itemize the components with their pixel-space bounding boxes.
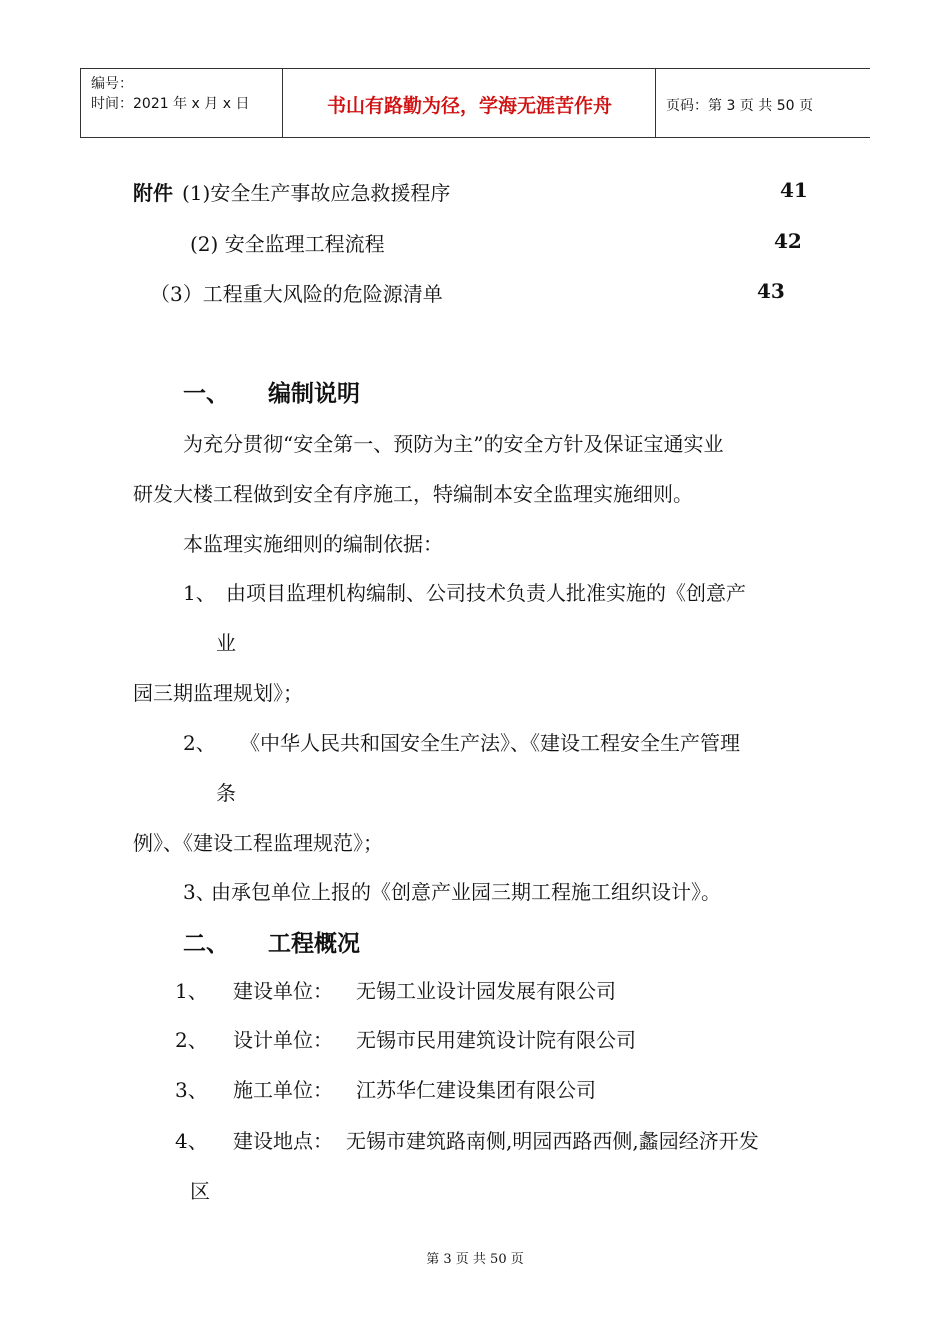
toc-item-2-label: (2) 安全监理工程流程 [190, 232, 385, 256]
overview-item-1-number: 1、 [175, 979, 208, 1003]
basis-item-3-number: 3、 [183, 880, 216, 904]
overview-item-2-value: 无锡市民用建筑设计院有限公司 [356, 1028, 636, 1052]
page-footer: 第 3 页 共 50 页 [426, 1252, 524, 1267]
overview-item-1-value: 无锡工业设计园发展有限公司 [356, 979, 616, 1003]
page-header [80, 68, 870, 138]
toc-item-3-label: （3）工程重大风险的危险源清单 [150, 282, 443, 306]
basis-item-3-line-1: 由承包单位上报的《创意产业园三期工程施工组织设计》。 [211, 880, 721, 904]
overview-item-4-label: 建设地点： [233, 1129, 333, 1153]
time-label: 时间：2021 年 x 月 x 日 [91, 96, 250, 112]
overview-item-4-value: 无锡市建筑路南侧,明园西路西侧,蠡园经济开发 [346, 1129, 759, 1153]
overview-item-2-number: 2、 [175, 1028, 208, 1052]
section-2-title: 工程概况 [268, 931, 360, 957]
basis-item-1-line-1: 由项目监理机构编制、公司技术负责人批准实施的《创意产 [226, 581, 746, 605]
toc-item-1-page: 41 [780, 178, 808, 202]
section-2-number: 二、 [183, 931, 229, 957]
overview-item-4-number: 4、 [175, 1129, 208, 1153]
overview-item-3-value: 江苏华仁建设集团有限公司 [356, 1078, 596, 1102]
basis-item-2-line-2: 条 [216, 781, 236, 805]
header-motto-cell [282, 69, 656, 137]
section-1-title: 编制说明 [268, 381, 360, 407]
section-1-basis-intro: 本监理实施细则的编制依据： [183, 532, 443, 556]
header-page-label: 页码：第 3 页 共 50 页 [666, 98, 813, 114]
basis-item-2-number: 2、 [183, 731, 216, 755]
section-1-paragraph-line-2: 研发大楼工程做到安全有序施工，特编制本安全监理实施细则。 [133, 482, 693, 506]
header-motto: 书山有路勤为径，学海无涯苦作舟 [326, 95, 612, 117]
section-1-paragraph-line-1: 为充分贯彻“安全第一、预防为主”的安全方针及保证宝通实业 [183, 432, 724, 456]
toc-item-2-page: 42 [774, 229, 802, 253]
basis-item-1-number: 1、 [183, 581, 216, 605]
basis-item-1-line-3: 园三期监理规划》； [133, 681, 303, 705]
overview-item-1-label: 建设单位： [233, 979, 333, 1003]
header-meta-cell [80, 69, 283, 137]
header-page-cell [655, 69, 871, 137]
basis-item-2-line-1: 《中华人民共和国安全生产法》、《建设工程安全生产管理 [240, 731, 740, 755]
overview-item-3-label: 施工单位： [233, 1078, 333, 1102]
basis-item-1-line-2: 业 [216, 631, 236, 655]
toc-item-3-page: 43 [757, 279, 785, 303]
overview-item-3-number: 3、 [175, 1078, 208, 1102]
toc-prefix: 附件 [133, 181, 173, 205]
section-1-number: 一、 [183, 381, 229, 407]
basis-item-2-line-3: 例》、《建设工程监理规范》； [133, 831, 383, 855]
overview-item-4-continuation: 区 [190, 1179, 210, 1203]
serial-label: 编号： [91, 76, 133, 92]
toc-item-1-label: (1)安全生产事故应急救援程序 [182, 181, 451, 205]
overview-item-2-label: 设计单位： [233, 1028, 333, 1052]
